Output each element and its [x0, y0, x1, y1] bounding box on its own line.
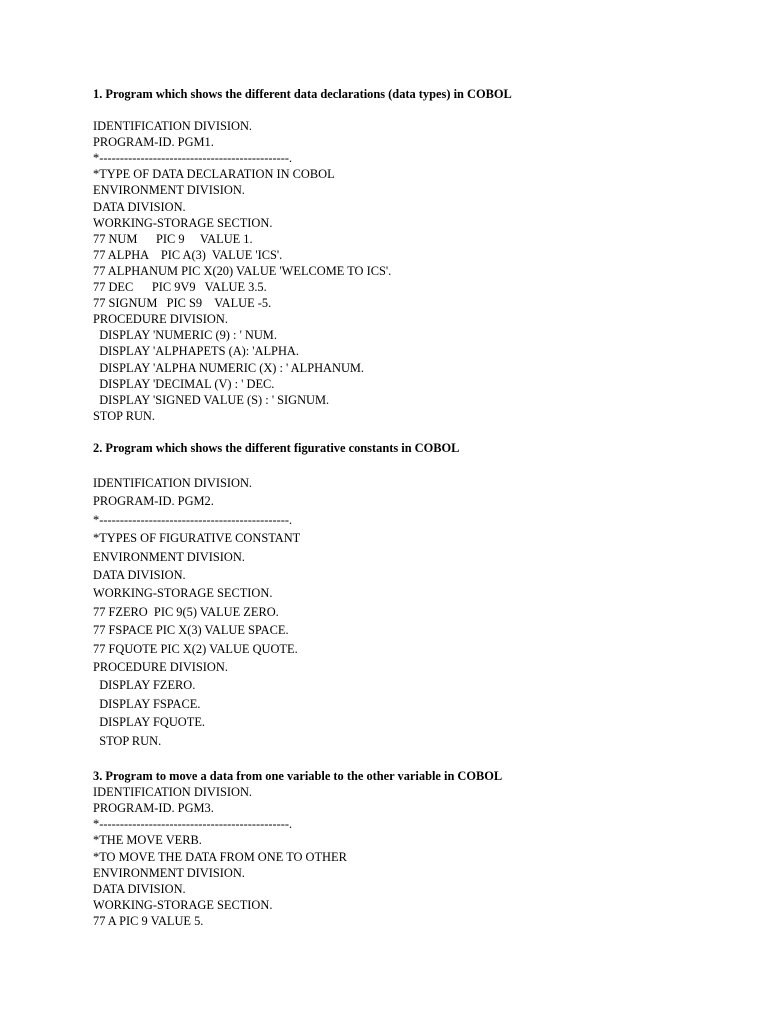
- code-line: 77 FQUOTE PIC X(2) VALUE QUOTE.: [93, 641, 298, 656]
- code-block: [93, 784, 733, 929]
- code-line: 77 FSPACE PIC X(3) VALUE SPACE.: [93, 623, 289, 638]
- code-line: STOP RUN.: [93, 408, 155, 423]
- code-line: 77 A PIC 9 VALUE 5.: [93, 913, 204, 928]
- code-block: [93, 474, 733, 750]
- document-page: [93, 86, 733, 929]
- code-line: *THE MOVE VERB.: [93, 833, 202, 848]
- code-line: *TYPE OF DATA DECLARATION IN COBOL: [93, 167, 335, 182]
- code-line: 77 SIGNUM PIC S9 VALUE -5.: [93, 296, 272, 311]
- code-line: DISPLAY FQUOTE.: [93, 715, 205, 730]
- code-line: DISPLAY FSPACE.: [93, 696, 201, 711]
- code-line: ENVIRONMENT DIVISION.: [93, 183, 245, 198]
- code-line: IDENTIFICATION DIVISION.: [93, 475, 252, 490]
- section-heading: 3. Program to move a data from one variable to the other variable in COBOL: [93, 769, 503, 784]
- code-line: DISPLAY 'ALPHA NUMERIC (X) : ' ALPHANUM.: [93, 360, 365, 375]
- code-line: DISPLAY 'DECIMAL (V) : ' DEC.: [93, 376, 275, 391]
- code-line: ENVIRONMENT DIVISION.: [93, 549, 245, 564]
- code-line: WORKING-STORAGE SECTION.: [93, 215, 273, 230]
- code-line: PROGRAM-ID. PGM2.: [93, 494, 214, 509]
- section-heading: 2. Program which shows the different figurative constants in COBOL: [93, 440, 460, 455]
- program-section-2: [93, 440, 733, 750]
- code-line: PROGRAM-ID. PGM3.: [93, 801, 214, 816]
- code-line: 77 NUM PIC 9 VALUE 1.: [93, 231, 253, 246]
- code-line: PROCEDURE DIVISION.: [93, 312, 228, 327]
- code-line: PROCEDURE DIVISION.: [93, 660, 228, 675]
- program-section-1: [93, 86, 733, 424]
- code-line: 77 DEC PIC 9V9 VALUE 3.5.: [93, 280, 267, 295]
- code-line: STOP RUN.: [93, 733, 162, 748]
- code-line: DATA DIVISION.: [93, 881, 186, 896]
- code-line: WORKING-STORAGE SECTION.: [93, 897, 273, 912]
- code-line: ENVIRONMENT DIVISION.: [93, 865, 245, 880]
- code-line: *TYPES OF FIGURATIVE CONSTANT: [93, 531, 301, 546]
- code-line: *----------------------------------------------.: [93, 151, 293, 166]
- code-line: 77 ALPHA PIC A(3) VALUE 'ICS'.: [93, 247, 283, 262]
- code-line: DISPLAY FZERO.: [93, 678, 196, 693]
- section-heading: 1. Program which shows the different data declarations (data types) in COBOL: [93, 87, 512, 101]
- program-section-3: [93, 768, 733, 929]
- code-line: *----------------------------------------------.: [93, 512, 293, 527]
- code-line: *----------------------------------------------.: [93, 817, 293, 832]
- code-line: 77 FZERO PIC 9(5) VALUE ZERO.: [93, 604, 279, 619]
- code-line: DISPLAY 'NUMERIC (9) : ' NUM.: [93, 328, 277, 343]
- code-line: DATA DIVISION.: [93, 199, 186, 214]
- code-line: IDENTIFICATION DIVISION.: [93, 785, 252, 800]
- code-line: DISPLAY 'SIGNED VALUE (S) : ' SIGNUM.: [93, 392, 330, 407]
- code-line: DATA DIVISION.: [93, 568, 186, 582]
- code-line: DISPLAY 'ALPHAPETS (A): 'ALPHA.: [93, 344, 299, 359]
- code-block: [93, 118, 733, 424]
- code-line: IDENTIFICATION DIVISION.: [93, 119, 252, 134]
- code-line: 77 ALPHANUM PIC X(20) VALUE 'WELCOME TO ICS'.: [93, 263, 392, 278]
- code-line: WORKING-STORAGE SECTION.: [93, 586, 273, 601]
- code-line: PROGRAM-ID. PGM1.: [93, 135, 214, 150]
- code-line: *TO MOVE THE DATA FROM ONE TO OTHER: [93, 849, 347, 864]
